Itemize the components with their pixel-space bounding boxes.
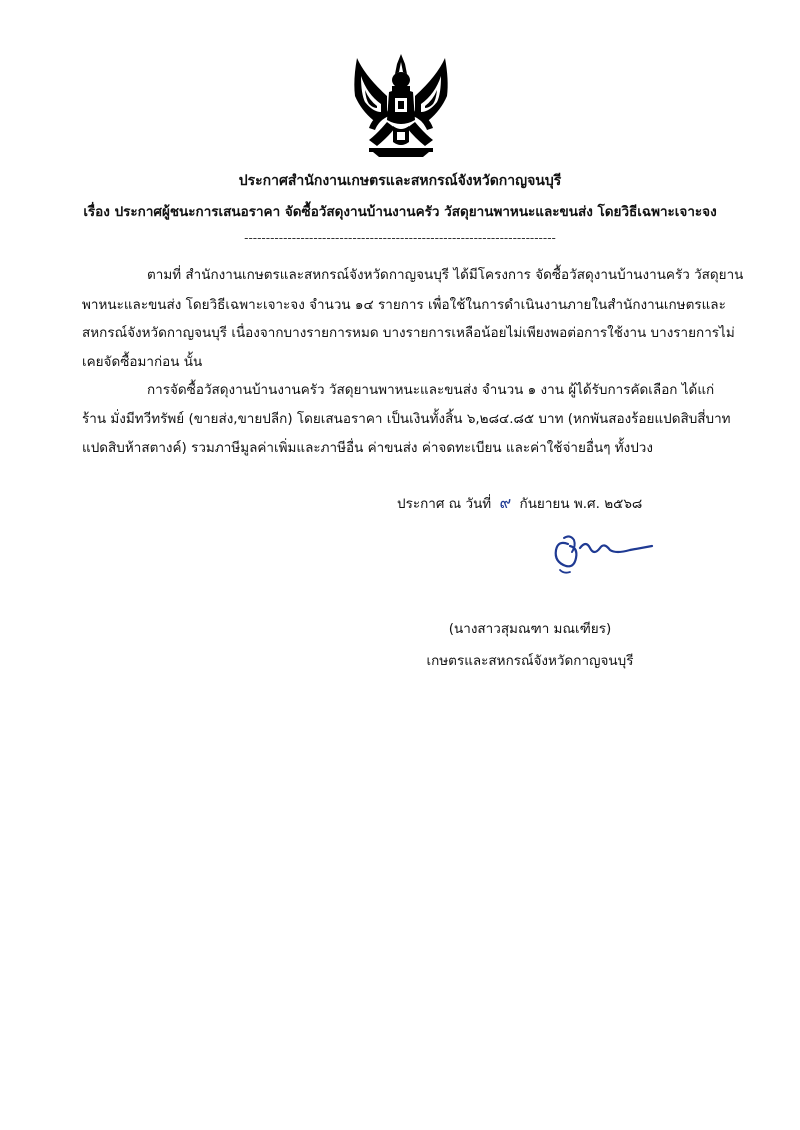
garuda-emblem-icon [343, 50, 459, 158]
date-day: ๙ [499, 493, 512, 512]
handwritten-signature [540, 530, 660, 580]
signatory-position: เกษตรและสหกรณ์จังหวัดกาญจนบุรี [426, 653, 634, 669]
paragraph-1-line-4: เคยจัดซื้อมาก่อน นั้น [82, 354, 203, 370]
paragraph-2-line-2: ร้าน มั่งมีทวีทรัพย์ (ขายส่ง,ขายปลีก) โดยเสนอราคา เป็นเงินทั้งสิ้น ๖,๒๘๔.๘๕ บาท (หกพันสองร้อยแปดสิบสี่บาท [82, 411, 731, 427]
date-suffix: กันยายน พ.ศ. ๒๕๖๘ [519, 496, 643, 512]
paragraph-1-line-1: ตามที่ สำนักงานเกษตรและสหกรณ์จังหวัดกาญจนบุรี ได้มีโครงการ จัดซื้อวัสดุงานบ้านงานครัว วัสดุยาน [147, 267, 744, 283]
signatory-name: (นางสาวสุมณฑา มณเฑียร) [448, 621, 612, 637]
paragraph-1-line-3: สหกรณ์จังหวัดกาญจนบุรี เนื่องจากบางรายการหมด บางรายการเหลือน้อยไม่เพียงพอต่อการใช้งาน บางรายการไม่ [82, 325, 735, 341]
paragraph-1-line-2: พาหนะและขนส่ง โดยวิธีเฉพาะเจาะจง จำนวน ๑๔ รายการ เพื่อใช้ในการดำเนินงานภายในสำนักงานเกษตรและ [82, 297, 726, 313]
announcement-title: ประกาศสำนักงานเกษตรและสหกรณ์จังหวัดกาญจนบุรี [238, 173, 562, 189]
announcement-subject: เรื่อง ประกาศผู้ชนะการเสนอราคา จัดซื้อวัสดุงานบ้านงานครัว วัสดุยานพาหนะและขนส่ง โดยวิธีเฉพาะเจาะจง [83, 204, 717, 220]
separator-line: ------------------------------------------------------------------------ [244, 231, 556, 245]
date-prefix: ประกาศ ณ วันที่ [397, 496, 492, 512]
paragraph-2-line-1: การจัดซื้อวัสดุงานบ้านงานครัว วัสดุยานพาหนะและขนส่ง จำนวน ๑ งาน ผู้ได้รับการคัดเลือก ได้แก่ [147, 382, 715, 398]
paragraph-2-line-3: แปดสิบห้าสตางค์) รวมภาษีมูลค่าเพิ่มและภาษีอื่น ค่าขนส่ง ค่าจดทะเบียน และค่าใช้จ่ายอื่นๆ ทั้งปวง [82, 440, 653, 456]
announcement-date [397, 491, 642, 516]
